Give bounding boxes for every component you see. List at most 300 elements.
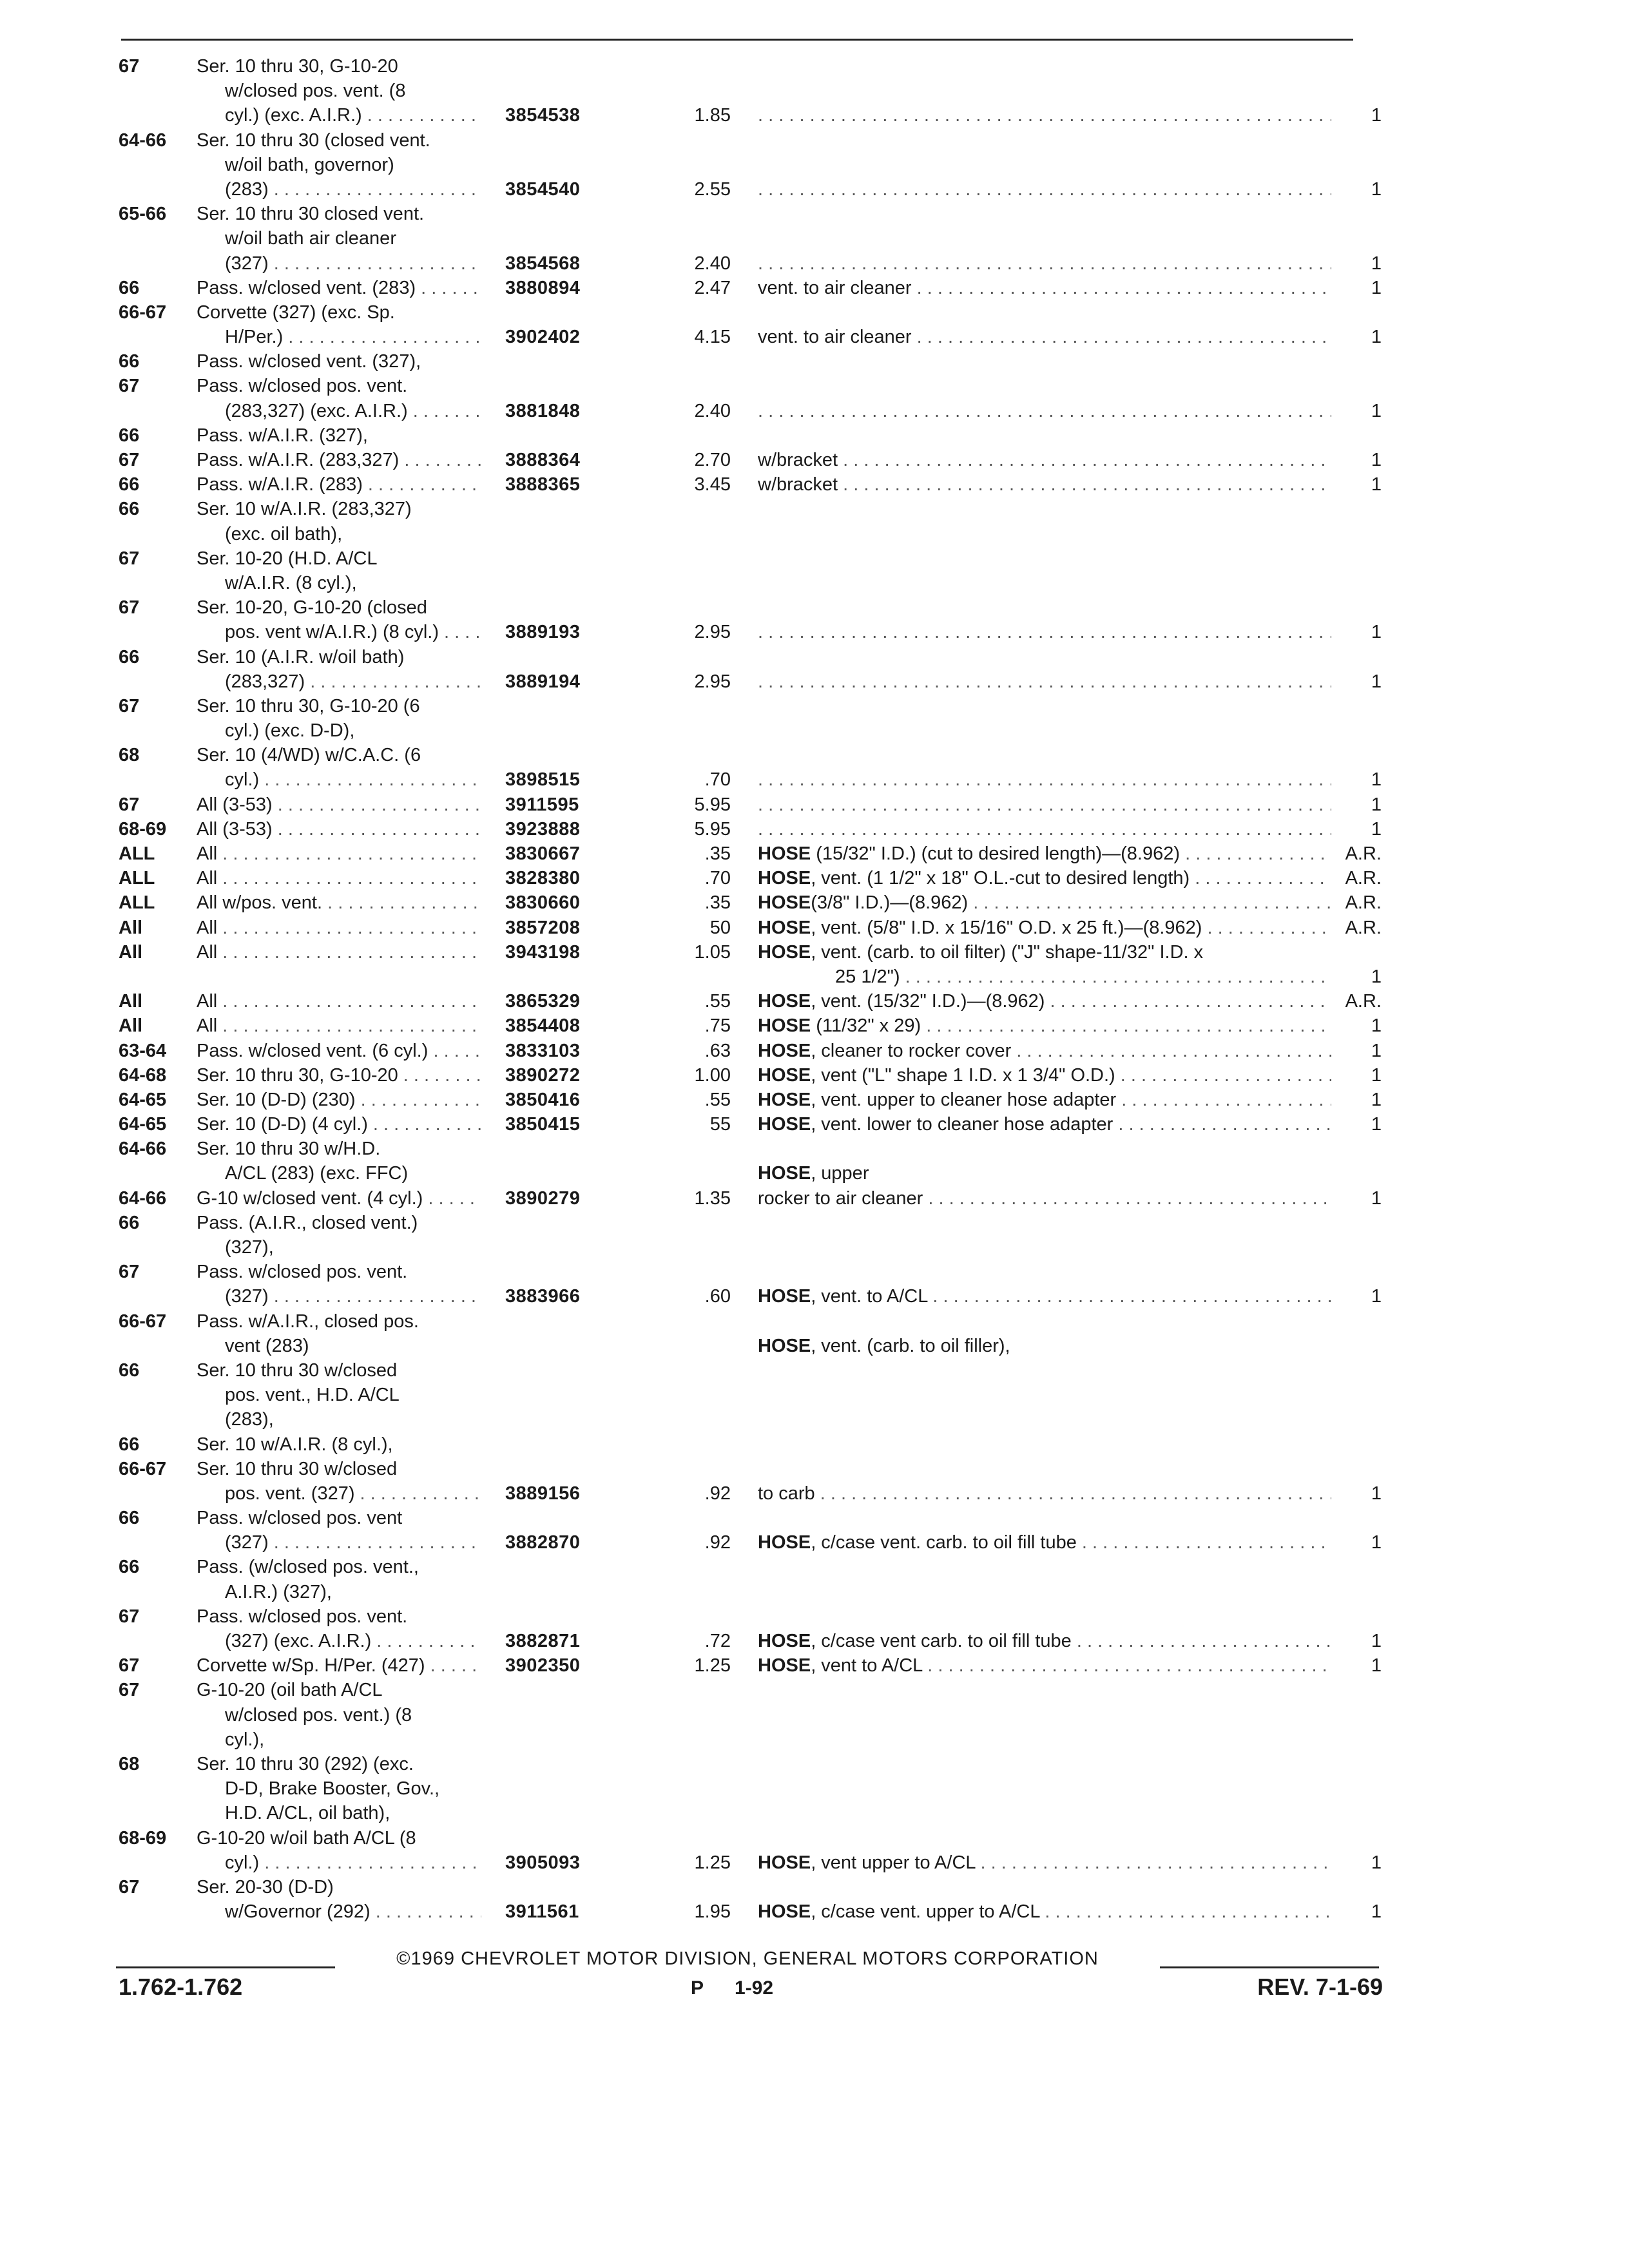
model-description: Ser. 10 (D-D) (4 cyl.) . . . (197, 1112, 481, 1137)
table-row (0, 226, 1629, 251)
model-year: 66-67 (119, 1458, 167, 1479)
quantity: 1 (1371, 253, 1382, 274)
model-description: (327) . . . (197, 1530, 481, 1555)
part-number: 3890279 (505, 1187, 581, 1209)
part-name (758, 965, 1331, 989)
table-row (0, 620, 1629, 644)
table-row (0, 1334, 1629, 1358)
model-year: 66 (119, 499, 140, 520)
part-name (758, 325, 1331, 349)
model-year: ALL (119, 892, 155, 914)
model-description: Pass. w/closed pos. vent (197, 1508, 403, 1529)
list-price: .55 (704, 1089, 731, 1110)
model-description: A.I.R.) (327), (225, 1581, 332, 1602)
table-row (0, 1850, 1629, 1875)
quantity: 1 (1371, 1040, 1382, 1061)
table-row (0, 694, 1629, 718)
part-name-detail: w/bracket (758, 474, 838, 495)
part-name-keyword: HOSE (758, 1064, 811, 1086)
part-name (758, 817, 1331, 841)
model-description: Pass. w/closed vent. (283) . . . (197, 276, 481, 300)
quantity: 1 (1371, 474, 1382, 495)
list-price: 1.85 (694, 105, 731, 126)
list-price: 3.45 (694, 474, 731, 495)
quantity: 1 (1371, 1064, 1382, 1086)
table-row (0, 522, 1629, 546)
model-description: Pass. w/closed vent. (6 cyl.) . . . (197, 1039, 481, 1063)
model-description: Ser. 10 (A.I.R. w/oil bath) (197, 646, 405, 668)
table-row (0, 1727, 1629, 1752)
model-description: Ser. 10 thru 30 closed vent. (197, 204, 425, 225)
table-row (0, 1309, 1629, 1334)
model-year: 66-67 (119, 1311, 167, 1332)
part-name-detail: , vent. (carb. to oil filter) ("J" shape-11/32" I.D. x (811, 941, 1204, 963)
quantity: A.R. (1345, 892, 1382, 914)
part-name-keyword: HOSE (758, 892, 811, 914)
model-description: (exc. oil bath), (225, 523, 343, 544)
model-description: cyl.), (225, 1729, 265, 1750)
model-description: Ser. 10 thru 30, G-10-20 (6 (197, 695, 420, 716)
part-name-detail: w/bracket (758, 450, 838, 470)
part-name (758, 1481, 1331, 1506)
table-row (0, 1432, 1629, 1457)
model-description: Pass. w/closed pos. vent. (197, 1606, 408, 1627)
model-description: (327) . . . (197, 1284, 481, 1309)
quantity: 1 (1371, 1852, 1382, 1873)
table-row (0, 718, 1629, 743)
model-description: Ser. 10 thru 30 w/closed (197, 1458, 398, 1479)
part-name (758, 1063, 1331, 1088)
table-row (0, 817, 1629, 841)
table-row (0, 793, 1629, 817)
model-year: 63-64 (119, 1040, 167, 1061)
model-year: 66 (119, 425, 140, 446)
model-description: Ser. 10 thru 30 w/closed (197, 1360, 398, 1381)
list-price: 1.25 (694, 1852, 731, 1873)
list-price: 2.70 (694, 450, 731, 470)
part-number: 3923888 (505, 818, 581, 840)
list-price: .92 (704, 1483, 731, 1504)
model-year: 67 (119, 376, 140, 397)
part-number: 3850416 (505, 1089, 581, 1110)
quantity: 1 (1371, 1483, 1382, 1504)
table-row (0, 743, 1629, 767)
model-year: 68 (119, 1753, 140, 1774)
part-name-detail: , vent. upper to cleaner hose adapter (811, 1089, 1117, 1110)
model-year: 68 (119, 745, 140, 766)
part-name (758, 1112, 1331, 1137)
table-row (0, 669, 1629, 694)
part-name (758, 1899, 1331, 1924)
quantity: 1 (1371, 1015, 1382, 1037)
model-description: Corvette (327) (exc. Sp. (197, 302, 395, 323)
list-price: 5.95 (694, 818, 731, 840)
part-name-keyword: HOSE (758, 917, 811, 938)
table-row (0, 399, 1629, 423)
model-description: All . . . (197, 940, 481, 965)
part-name (758, 1284, 1331, 1309)
part-name-keyword: HOSE (758, 1089, 811, 1110)
table-row (0, 1407, 1629, 1432)
model-year: All (119, 917, 143, 938)
quantity: 1 (1371, 818, 1382, 840)
part-name (758, 890, 1331, 915)
part-number: 3828380 (505, 868, 581, 889)
table-row (0, 767, 1629, 792)
model-description: Pass. w/closed pos. vent. (197, 1262, 408, 1283)
model-description: Pass. w/A.I.R. (327), (197, 425, 368, 446)
part-number: 3854538 (505, 105, 581, 126)
table-row (0, 177, 1629, 202)
list-price: .35 (704, 843, 731, 864)
part-number: 3888365 (505, 474, 581, 495)
table-row (0, 916, 1629, 940)
page-marker (691, 1975, 804, 2001)
part-name (758, 669, 1331, 694)
part-number: 3889193 (505, 622, 581, 643)
table-row (0, 965, 1629, 989)
part-name-keyword: HOSE (758, 868, 811, 889)
table-row (0, 1530, 1629, 1555)
table-row (0, 1875, 1629, 1899)
list-price: .63 (704, 1040, 731, 1061)
model-description: cyl.) (exc. A.I.R.) . . . (197, 103, 481, 128)
model-year: 64-66 (119, 130, 167, 151)
model-description: vent (283) (225, 1335, 309, 1356)
table-row (0, 1063, 1629, 1088)
part-name-keyword: HOSE (758, 991, 811, 1012)
part-number: 3889194 (505, 671, 581, 692)
table-row (0, 300, 1629, 325)
list-price: 1.25 (694, 1655, 731, 1677)
part-name (758, 916, 1331, 940)
quantity: 1 (1371, 622, 1382, 643)
model-description: (283), (225, 1409, 274, 1430)
part-number: 3857208 (505, 917, 581, 938)
list-price: 2.40 (694, 253, 731, 274)
table-row (0, 841, 1629, 866)
model-year: All (119, 1015, 143, 1037)
part-name-detail: (3/8" I.D.)—(8.962) (811, 892, 969, 914)
part-name (758, 989, 1331, 1014)
table-row (0, 645, 1629, 669)
quantity: 1 (1371, 277, 1382, 298)
table-row (0, 1211, 1629, 1235)
list-price: 1.95 (694, 1901, 731, 1923)
table-row (0, 128, 1629, 153)
model-description: w/A.I.R. (8 cyl.), (225, 572, 357, 593)
table-row (0, 1653, 1629, 1678)
table-row (0, 1629, 1629, 1653)
part-number: 3911595 (505, 794, 579, 815)
part-name (758, 767, 1331, 792)
model-description: G-10-20 (oil bath A/CL (197, 1680, 383, 1701)
part-name (758, 1014, 1331, 1038)
page-number: 1-92 (735, 1977, 774, 1999)
part-name-detail: , c/case vent carb. to oil fill tube (811, 1631, 1072, 1651)
model-description: pos. vent. (327) . . . (197, 1481, 481, 1506)
part-number: 3905093 (505, 1852, 581, 1873)
part-name-detail: to carb (758, 1483, 815, 1504)
list-price: .70 (704, 769, 731, 791)
model-description: Ser. 20-30 (D-D) (197, 1876, 334, 1898)
model-year: ALL (119, 843, 155, 864)
model-description: cyl.) (exc. D-D), (225, 720, 355, 742)
model-year: 64-65 (119, 1089, 167, 1110)
model-description: Ser. 10 (D-D) (230) . . . (197, 1088, 481, 1112)
part-number: 3888364 (505, 450, 581, 470)
table-row (0, 1383, 1629, 1407)
quantity: 1 (1371, 1286, 1382, 1307)
quantity: A.R. (1345, 917, 1382, 938)
table-row (0, 866, 1629, 890)
table-row (0, 448, 1629, 472)
top-rule (121, 39, 1353, 41)
part-name (758, 177, 1331, 202)
model-year: 67 (119, 1262, 140, 1283)
model-description: All w/pos. vent. . . . (197, 890, 481, 915)
part-name-detail: , cleaner to rocker cover (811, 1040, 1012, 1061)
part-number: 3902350 (505, 1655, 581, 1677)
model-description: Pass. (w/closed pos. vent., (197, 1557, 419, 1578)
parts-list (0, 54, 1629, 1924)
part-name-detail: , vent. (5/8" I.D. x 15/16" O.D. x 25 ft.)—(8.962) (811, 917, 1202, 938)
table-row (0, 1161, 1629, 1186)
model-year: 67 (119, 450, 140, 470)
model-year: 66 (119, 1557, 140, 1578)
quantity: 1 (1371, 1655, 1382, 1677)
model-description: D-D, Brake Booster, Gov., (225, 1778, 440, 1800)
part-name (758, 793, 1331, 817)
part-name-detail: vent. to air cleaner (758, 327, 912, 348)
model-description: All . . . (197, 841, 481, 866)
quantity: 1 (1371, 1532, 1382, 1553)
model-year: 68-69 (119, 1827, 167, 1849)
part-number: 3854568 (505, 253, 581, 274)
part-name-detail: , vent ("L" shape 1 I.D. x 1 3/4" O.D.) (811, 1064, 1115, 1086)
table-row (0, 276, 1629, 300)
list-price: .70 (704, 868, 731, 889)
model-description: (327) . . . (197, 251, 481, 276)
table-row (0, 890, 1629, 915)
part-number: 3881848 (505, 400, 581, 421)
part-number: 3882871 (505, 1631, 581, 1651)
list-price: 1.00 (694, 1064, 731, 1086)
model-description: Pass. w/A.I.R., closed pos. (197, 1311, 419, 1332)
table-row (0, 940, 1629, 965)
list-price: .92 (704, 1532, 731, 1553)
part-number: 3833103 (505, 1040, 581, 1061)
quantity: 1 (1371, 1114, 1382, 1135)
list-price: .35 (704, 892, 731, 914)
part-name-keyword: HOSE (758, 941, 811, 963)
model-description: (283,327) (exc. A.I.R.) . . . (197, 399, 481, 423)
table-row (0, 1506, 1629, 1530)
table-row (0, 1088, 1629, 1112)
footer-rule-left (116, 1966, 335, 1968)
list-price: 2.95 (694, 671, 731, 692)
part-number: 3902402 (505, 327, 581, 348)
copyright-text: ©1969 CHEVROLET MOTOR DIVISION, GENERAL MOTORS CORPORATION (396, 1948, 1099, 1969)
part-number: 3865329 (505, 991, 581, 1012)
model-year: 67 (119, 1655, 140, 1677)
model-year: 66 (119, 474, 140, 495)
model-year: 64-68 (119, 1064, 167, 1086)
part-number: 3882870 (505, 1532, 581, 1553)
section-code: 1.762-1.762 (119, 1974, 243, 2000)
part-name-keyword: HOSE (758, 1901, 811, 1923)
list-price: 1.35 (694, 1187, 731, 1209)
part-name-detail: , vent upper to A/CL (811, 1852, 976, 1873)
quantity: 1 (1371, 1901, 1382, 1923)
model-year: 66 (119, 1360, 140, 1381)
list-price: 1.05 (694, 941, 731, 963)
list-price: .75 (704, 1015, 731, 1037)
model-year: 68-69 (119, 818, 167, 840)
table-row (0, 1284, 1629, 1309)
table-row (0, 325, 1629, 349)
list-price: 55 (709, 1114, 731, 1135)
part-name (758, 1530, 1331, 1555)
part-name-detail: , vent. to A/CL (811, 1286, 928, 1307)
part-name-detail: , c/case vent. upper to A/CL (811, 1901, 1040, 1923)
part-number: 3911561 (505, 1901, 579, 1923)
part-name-keyword: HOSE (758, 1335, 811, 1356)
model-description: pos. vent., H.D. A/CL (225, 1385, 400, 1406)
part-name-detail: , vent. (15/32" I.D.)—(8.962) (811, 991, 1045, 1012)
model-year: 66 (119, 1508, 140, 1529)
table-row (0, 595, 1629, 620)
part-number: 3854540 (505, 178, 581, 200)
table-row (0, 103, 1629, 128)
table-row (0, 1555, 1629, 1579)
part-number: 3883966 (505, 1286, 581, 1307)
part-name (758, 841, 1331, 866)
table-row (0, 1776, 1629, 1801)
revision-date: REV. 7-1-69 (1257, 1974, 1383, 2000)
table-row (0, 1039, 1629, 1063)
model-description: G-10-20 w/oil bath A/CL (8 (197, 1827, 416, 1849)
table-row (0, 1358, 1629, 1383)
part-name (758, 940, 1331, 965)
table-row (0, 349, 1629, 374)
model-year: 67 (119, 1606, 140, 1627)
quantity: 1 (1371, 178, 1382, 200)
list-price: 2.47 (694, 277, 731, 298)
model-year: 64-66 (119, 1187, 167, 1209)
table-row (0, 54, 1629, 79)
model-year: All (119, 991, 143, 1012)
part-name (758, 103, 1331, 128)
model-description: cyl.) . . . (197, 767, 481, 792)
model-year: 66 (119, 1434, 140, 1455)
footer-copyright (116, 1946, 1379, 1972)
model-description: w/closed pos. vent. (8 (225, 81, 406, 102)
part-name (758, 1653, 1331, 1678)
part-name (758, 866, 1331, 890)
quantity: 1 (1371, 769, 1382, 791)
table-row (0, 1260, 1629, 1284)
model-description: Pass. w/A.I.R. (283) . . . (197, 472, 481, 497)
model-year: All (119, 941, 143, 963)
model-description: All . . . (197, 989, 481, 1014)
part-name (758, 1039, 1331, 1063)
part-name-keyword: HOSE (758, 1655, 811, 1677)
quantity: 1 (1371, 1631, 1382, 1651)
part-name-keyword: HOSE (758, 1631, 811, 1651)
table-row (0, 202, 1629, 226)
list-price: 2.95 (694, 622, 731, 643)
model-description: cyl.) . . . (197, 1850, 481, 1875)
list-price: 50 (709, 917, 731, 938)
table-row (0, 497, 1629, 521)
model-description: All . . . (197, 916, 481, 940)
model-year: 64-65 (119, 1114, 167, 1135)
model-description: (283,327) . . . (197, 669, 481, 694)
table-row (0, 1580, 1629, 1604)
model-description: All (3-53) . . . (197, 817, 481, 841)
part-name (758, 251, 1331, 276)
model-year: 64-66 (119, 1139, 167, 1160)
quantity: 1 (1371, 1187, 1382, 1209)
table-row (0, 1801, 1629, 1825)
model-description: Pass. w/closed pos. vent. (197, 376, 408, 397)
part-number: 3943198 (505, 941, 581, 963)
quantity: 1 (1371, 1089, 1382, 1110)
part-name-keyword: HOSE (758, 1286, 811, 1307)
table-row (0, 1703, 1629, 1727)
model-year: 67 (119, 695, 140, 716)
list-price: 2.40 (694, 400, 731, 421)
part-name-detail: , c/case vent. carb. to oil fill tube (811, 1532, 1077, 1553)
model-description: Ser. 10 thru 30 w/H.D. (197, 1139, 381, 1160)
part-name (758, 620, 1331, 644)
table-row (0, 989, 1629, 1014)
model-description: Ser. 10 thru 30 (closed vent. (197, 130, 430, 151)
model-year: 66-67 (119, 302, 167, 323)
model-description: Pass. w/A.I.R. (283,327) . . . (197, 448, 481, 472)
part-name-keyword: HOSE (758, 1852, 811, 1873)
part-name (758, 1629, 1331, 1653)
table-row (0, 1826, 1629, 1850)
footer-rule-right (1160, 1966, 1379, 1968)
quantity: 1 (1371, 450, 1382, 470)
model-year: 66 (119, 646, 140, 668)
list-price: .55 (704, 991, 731, 1012)
part-name-detail: , vent. (carb. to oil filler), (811, 1335, 1010, 1356)
table-row (0, 374, 1629, 398)
model-description: w/closed pos. vent.) (8 (225, 1704, 412, 1725)
part-number: 3898515 (505, 769, 581, 791)
model-year: 67 (119, 794, 140, 815)
model-description: Ser. 10 thru 30 (292) (exc. (197, 1753, 414, 1774)
part-name-detail: , vent. (1 1/2" x 18" O.L.-cut to desired length) (811, 868, 1190, 889)
model-description: H.D. A/CL, oil bath), (225, 1803, 390, 1824)
part-number: 3890272 (505, 1064, 581, 1086)
table-row (0, 1186, 1629, 1211)
table-row (0, 423, 1629, 448)
part-name (758, 1088, 1331, 1112)
model-description: (327) (exc. A.I.R.) . . . (197, 1629, 481, 1653)
model-description: Ser. 10-20, G-10-20 (closed (197, 597, 427, 619)
model-year: 67 (119, 548, 140, 569)
part-name (758, 399, 1331, 423)
table-row (0, 79, 1629, 103)
part-name-keyword: HOSE (758, 1015, 811, 1037)
quantity: 1 (1371, 105, 1382, 126)
list-price: 4.15 (694, 327, 731, 348)
part-name-keyword: HOSE (758, 843, 811, 864)
